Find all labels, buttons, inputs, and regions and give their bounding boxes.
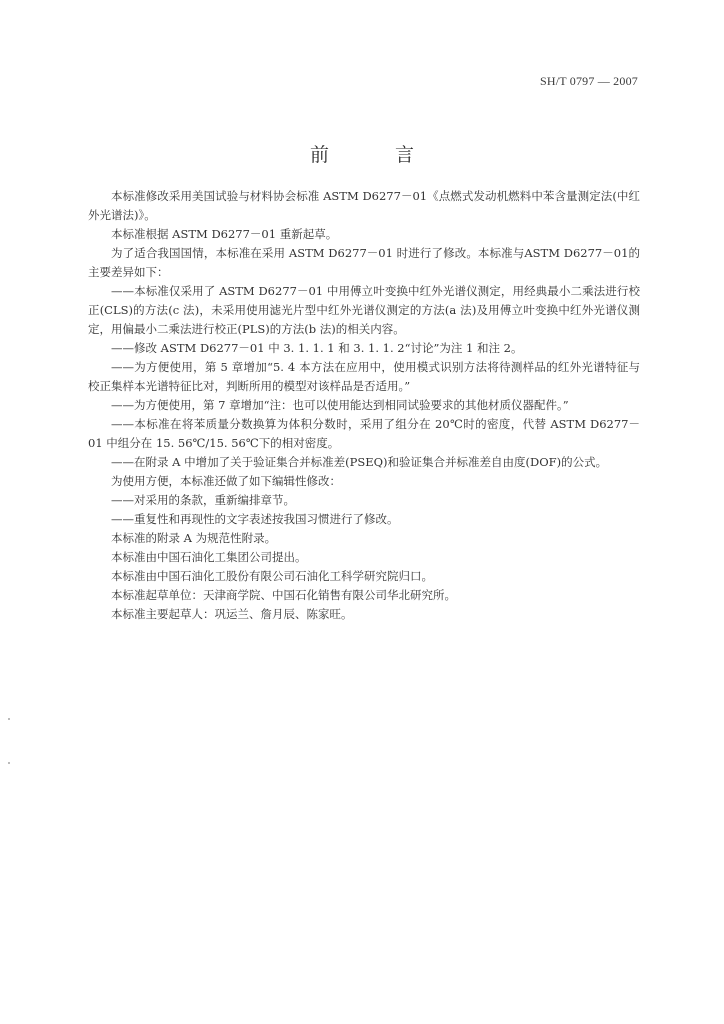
scan-speck <box>8 718 10 720</box>
paragraph-modifications-intro: 为了适合我国国情，本标准在采用 ASTM D6277－01 时进行了修改。本标准与ASTM D6277－01的主要差异如下： <box>88 246 640 279</box>
paragraph-drafting-units: 本标准起草单位：天津商学院、中国石化销售有限公司华北研究所。 <box>111 588 456 602</box>
paragraph-difference-chapter7: ——为方便使用，第 7 章增加“注：也可以使用能达到相同试验要求的其他材质仪器配件。” <box>111 398 569 412</box>
paragraph-difference-chapter5: ——为方便使用，第 5 章增加“5. 4 本方法在应用中，使用模式识别方法将待测样品的红外光谱特征与校正集样本光谱特征比对，判断所用的模型对该样品是否适用。” <box>88 360 640 393</box>
paragraph-editorial-renumber: ——对采用的条款，重新编排章节。 <box>111 493 295 507</box>
scan-speck <box>8 762 10 764</box>
paragraph-proposer: 本标准由中国石油化工集团公司提出。 <box>111 550 307 564</box>
foreword-body <box>88 187 640 624</box>
paragraph-difference-notes: ——修改 ASTM D6277－01 中 3. 1. 1. 1 和 3. 1. 1. 2“讨论”为注 1 和注 2。 <box>111 341 523 355</box>
paragraph-drafters: 本标准主要起草人：巩运兰、詹月辰、陈家旺。 <box>111 607 353 621</box>
paragraph-appendix-normative: 本标准的附录 A 为规范性附录。 <box>111 531 277 545</box>
paragraph-difference-density: ——本标准在将苯质量分数换算为体积分数时，采用了组分在 20℃时的密度，代替 ASTM D6277－01 中组分在 15. 56℃/15. 56℃下的相对密度。 <box>88 417 640 450</box>
page-title: 前 言 <box>309 144 445 166</box>
paragraph-editorial-repeatability: ——重复性和再现性的文字表述按我国习惯进行了修改。 <box>111 512 399 526</box>
paragraph-editorial-intro: 为使用方便，本标准还做了如下编辑性修改： <box>111 474 341 488</box>
paragraph-difference-method: ——本标准仅采用了 ASTM D6277－01 中用傅立叶变换中红外光谱仪测定，用经典最小二乘法进行校正(CLS)的方法(c 法)，未采用使用滤光片型中红外光谱仪测定的方法(a 法)及用傅立叶变换中红外光谱仪测定，用偏最小二乘法进行校正(PLS)的方法(b 法)的相关内容。 <box>88 284 640 336</box>
paragraph-redrafted: 本标准根据 ASTM D6277－01 重新起草。 <box>111 227 338 241</box>
paragraph-difference-appendix: ——在附录 A 中增加了关于验证集合并标准差(PSEQ)和验证集合并标准差自由度(DOF)的公式。 <box>111 455 608 469</box>
paragraph-centralized: 本标准由中国石油化工股份有限公司石油化工科学研究院归口。 <box>111 569 433 583</box>
paragraph-adoption: 本标准修改采用美国试验与材料协会标准 ASTM D6277－01《点燃式发动机燃料中苯含量测定法(中红外光谱法)》。 <box>88 189 640 222</box>
standard-code: SH/T 0797 — 2007 <box>540 74 638 88</box>
